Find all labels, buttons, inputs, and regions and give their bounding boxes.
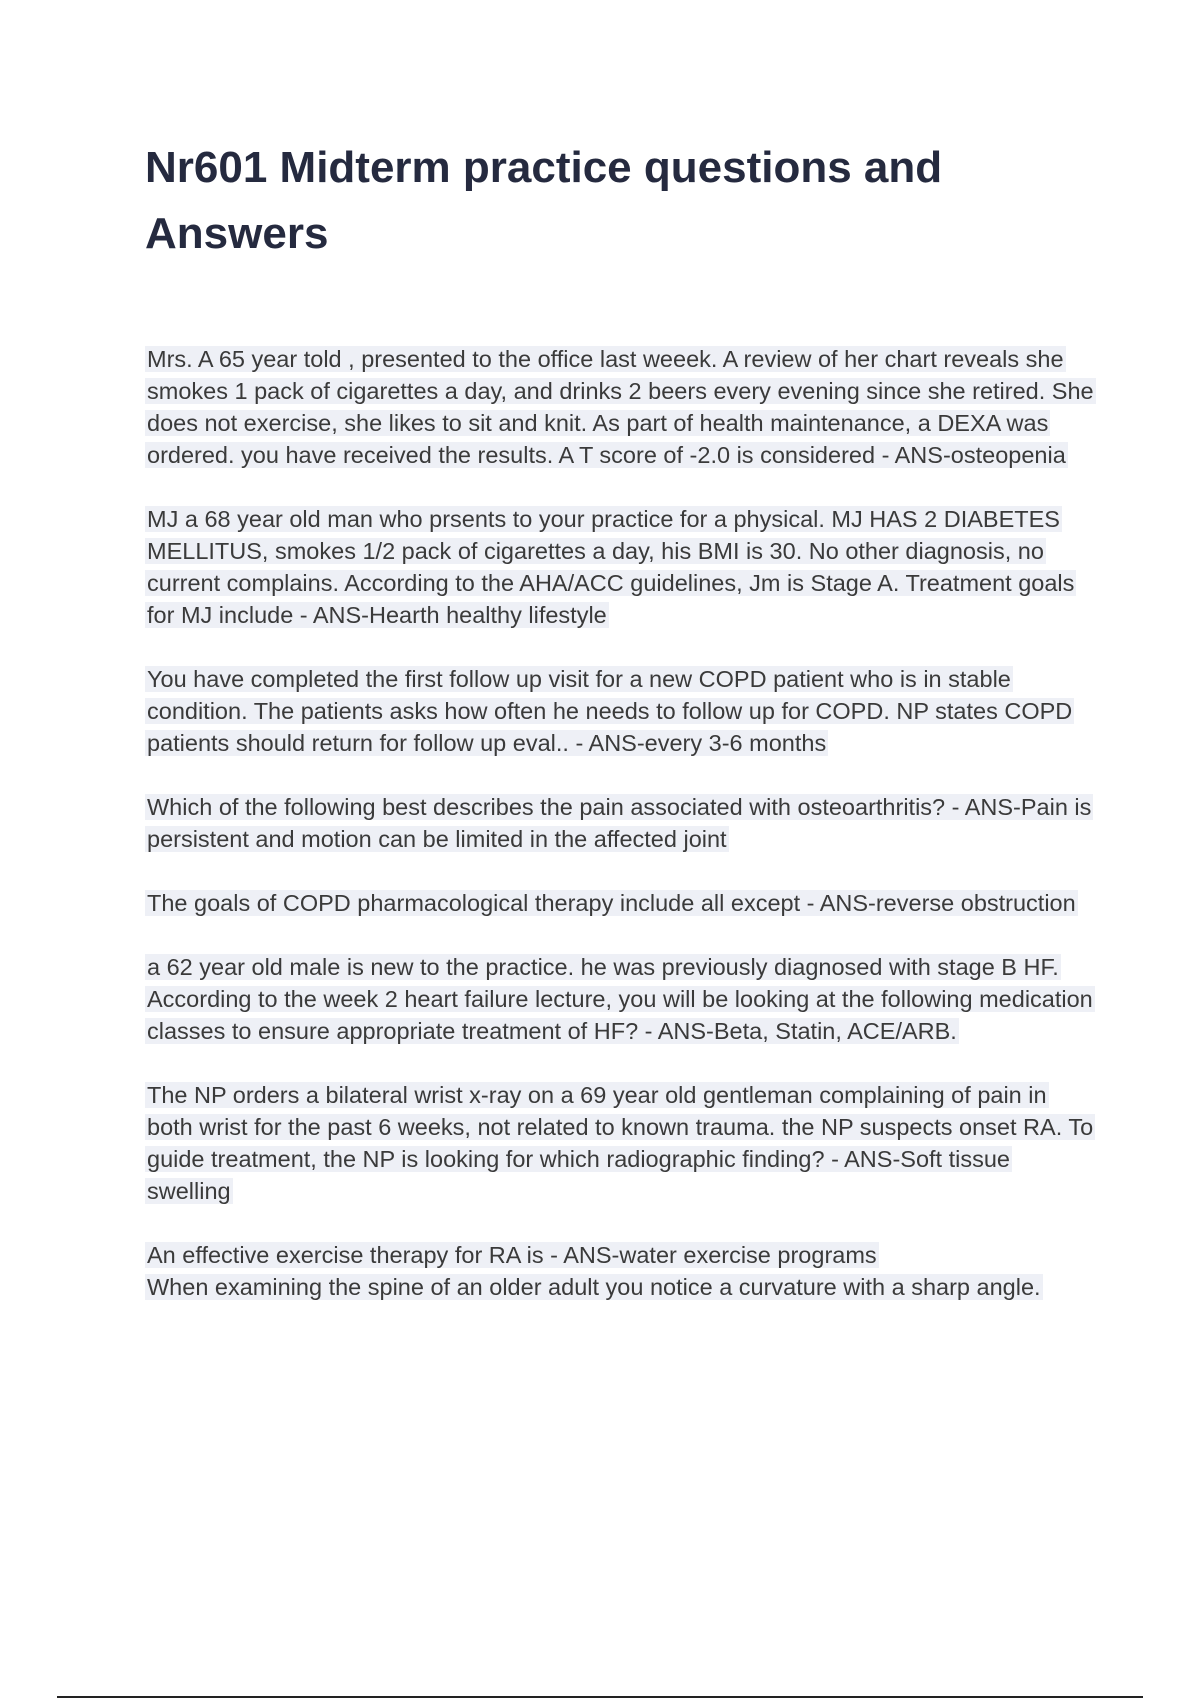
qa-text: The goals of COPD pharmacological therapy include all except - ANS-reverse obstruction bbox=[147, 890, 1076, 916]
qa-text: Mrs. A 65 year told , presented to the office last weeek. A review of her chart reveals she smokes 1 pack of cigarettes a day, and drinks 2 beers every evening since she retired. She does not exercise, she likes to sit and knit. As part of health maintenance, a DEXA was ordered. you have received the results. A T score of -2.0 is considered - ANS-osteopenia bbox=[147, 346, 1094, 468]
qa-text: The NP orders a bilateral wrist x-ray on a 69 year old gentleman complaining of pain in both wrist for the past 6 weeks, not related to known trauma. the NP suspects onset RA. To guide treatment, the NP is looking for which radiographic finding? - ANS-Soft tissue swelling bbox=[147, 1082, 1094, 1204]
qa-text: An effective exercise therapy for RA is - ANS-water exercise programs bbox=[147, 1242, 877, 1268]
qa-item bbox=[145, 887, 1095, 919]
qa-item bbox=[145, 503, 1095, 631]
qa-item bbox=[145, 1271, 1095, 1303]
footer-divider bbox=[57, 1696, 1143, 1698]
qa-item bbox=[145, 951, 1095, 1047]
qa-text: a 62 year old male is new to the practice. he was previously diagnosed with stage B HF. According to the week 2 heart failure lecture, you will be looking at the following medication classes to ensure appropriate treatment of HF? - ANS-Beta, Statin, ACE/ARB. bbox=[147, 954, 1093, 1044]
qa-item bbox=[145, 1239, 1095, 1271]
qa-item bbox=[145, 791, 1095, 855]
qa-item bbox=[145, 1079, 1095, 1207]
qa-text: Which of the following best describes the pain associated with osteoarthritis? - ANS-Pain is persistent and motion can be limited in the affected joint bbox=[147, 794, 1092, 852]
document-title: Nr601 Midterm practice questions and Answers bbox=[145, 143, 943, 258]
qa-text: MJ a 68 year old man who prsents to your practice for a physical. MJ HAS 2 DIABETES MELLITUS, smokes 1/2 pack of cigarettes a day, his BMI is 30. No other diagnosis, no current complains. According to the AHA/ACC guidelines, Jm is Stage A. Treatment goals for MJ include - ANS-Hearth healthy lifestyle bbox=[147, 506, 1075, 628]
qa-item bbox=[145, 343, 1095, 471]
qa-item bbox=[145, 663, 1095, 759]
qa-list bbox=[145, 343, 1095, 1303]
qa-text: You have completed the first follow up visit for a new COPD patient who is in stable condition. The patients asks how often he needs to follow up for COPD. NP states COPD patients should return for follow up eval.. - ANS-every 3-6 months bbox=[147, 666, 1073, 756]
qa-text: When examining the spine of an older adult you notice a curvature with a sharp angle. bbox=[147, 1274, 1041, 1300]
